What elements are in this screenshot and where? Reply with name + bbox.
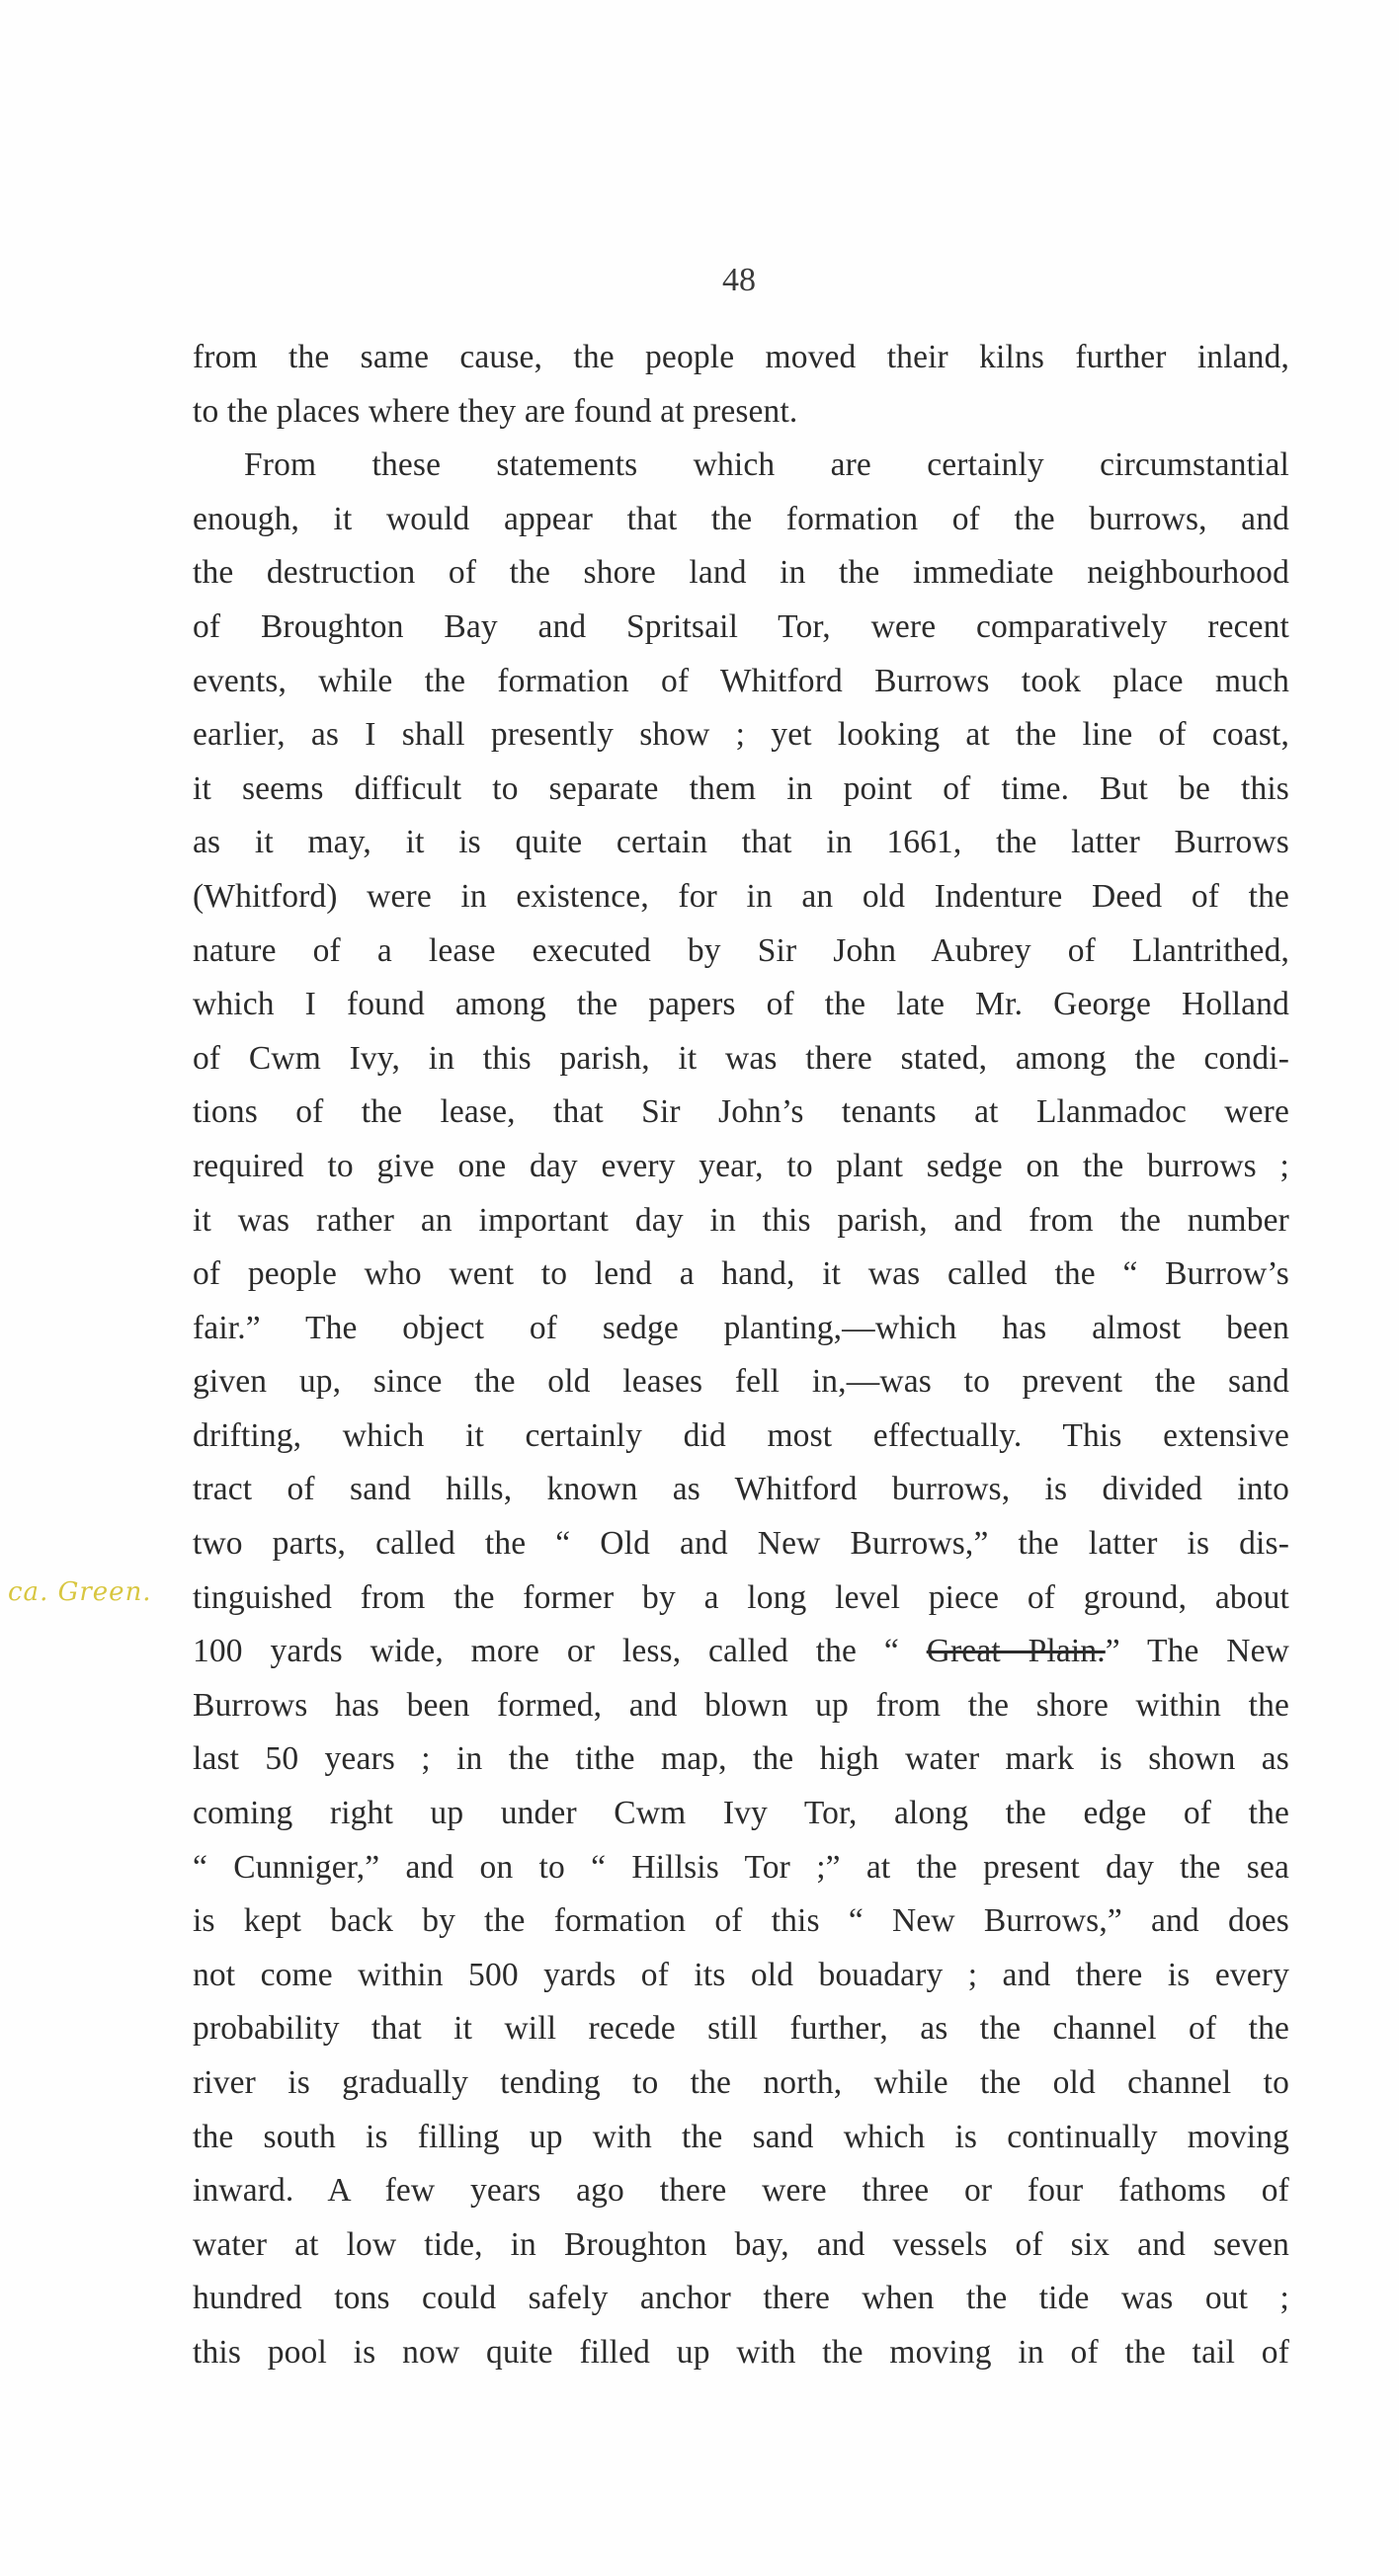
text-line — [193, 1571, 1289, 1626]
text-line-content: river is gradually tending to the north, while the old channel to — [193, 2064, 1289, 2101]
text-line — [193, 1248, 1289, 1302]
text-line — [193, 1679, 1289, 1733]
handwritten-margin-note: ca. Green. — [8, 1577, 152, 1607]
text-line-content: drifting, which it certainly did most effectually. This extensive — [193, 1416, 1289, 1454]
text-line-content: events, while the formation of Whitford Burrows took place much — [193, 662, 1289, 699]
text-line — [193, 493, 1289, 547]
text-line-content: earlier, as I shall presently show ; yet looking at the line of coast, — [193, 716, 1289, 754]
text-line — [193, 1625, 1289, 1679]
text-line-content: from the same cause, the people moved their kilns further inland, — [193, 339, 1289, 375]
text-line — [193, 1302, 1289, 1356]
text-line-content: not come within 500 yards of its old bouadary ; and there is every — [193, 1956, 1289, 1993]
text-line-tail: ” The New — [1105, 1633, 1290, 1670]
text-line-content: tract of sand hills, known as Whitford burrows, is divided into — [193, 1471, 1289, 1508]
text-line — [193, 1409, 1289, 1464]
text-line-content: is kept back by the formation of this “ New Burrows,” and does — [193, 1902, 1289, 1940]
struck-text: Great Plain. — [926, 1633, 1106, 1670]
text-line-content: this pool is now quite filled up with the moving in of the tail of — [193, 2333, 1289, 2371]
text-line — [193, 1463, 1289, 1517]
text-line — [193, 708, 1289, 763]
text-line-content: as it may, it is quite certain that in 1661, the latter Burrows — [193, 824, 1289, 861]
text-line-content: the south is filling up with the sand which is continually moving — [193, 2118, 1289, 2155]
text-line-content: coming right up under Cwm Ivy Tor, along the edge of the — [193, 1795, 1289, 1832]
text-line — [193, 2326, 1289, 2380]
text-line — [193, 1355, 1289, 1409]
text-line — [193, 655, 1289, 709]
text-line-content: fair.” The object of sedge planting,—which has almost been — [193, 1309, 1289, 1346]
text-line — [193, 2111, 1289, 2165]
text-line-content: Burrows has been formed, and blown up from the shore within the — [193, 1686, 1289, 1724]
text-line — [193, 331, 1289, 385]
text-line — [193, 870, 1289, 925]
text-line-content: to the places where they are found at present. — [193, 392, 798, 430]
text-line-content: inward. A few years ago there were three or four fathoms of — [193, 2172, 1289, 2210]
text-line-content: of people who went to lend a hand, it was called the “ Burrow’s — [193, 1255, 1289, 1293]
text-line — [193, 1032, 1289, 1087]
text-line — [193, 1194, 1289, 1248]
text-line-content: last 50 years ; in the tithe map, the high water mark is shown as — [193, 1740, 1289, 1778]
text-line-content: “ Cunniger,” and on to “ Hillsis Tor ;” at the present day the sea — [193, 1848, 1289, 1886]
text-line — [193, 1086, 1289, 1140]
text-line-content: the destruction of the shore land in the immediate neighbourhood — [193, 554, 1289, 592]
body-text — [193, 331, 1289, 2380]
text-line — [193, 1517, 1289, 1571]
text-line-content: it was rather an important day in this parish, and from the number — [193, 1201, 1289, 1239]
text-line-content: (Whitford) were in existence, for in an old Indenture Deed of the — [193, 877, 1289, 915]
text-line-content: hundred tons could safely anchor there when the tide was out ; — [193, 2280, 1289, 2317]
text-line — [193, 978, 1289, 1032]
text-line — [193, 2272, 1289, 2326]
text-line-content: enough, it would appear that the formation of the burrows, and — [193, 500, 1289, 537]
text-line — [193, 2056, 1289, 2111]
text-line — [193, 1732, 1289, 1787]
text-line-content: probability that it will recede still further, as the channel of the — [193, 2010, 1289, 2048]
text-line — [193, 546, 1289, 601]
text-line — [193, 1140, 1289, 1194]
text-line-content: tinguished from the former by a long level piece of ground, about — [193, 1578, 1289, 1616]
text-line — [193, 2218, 1289, 2273]
text-line-content: of Cwm Ivy, in this parish, it was there stated, among the condi- — [193, 1039, 1289, 1077]
text-line-content: required to give one day every year, to plant sedge on the burrows ; — [193, 1147, 1289, 1184]
text-line-content: 100 yards wide, more or less, called the “ — [193, 1633, 927, 1670]
text-line — [193, 1841, 1289, 1895]
text-line — [193, 439, 1289, 493]
text-line — [193, 385, 1289, 440]
text-line-content: water at low tide, in Broughton bay, and vessels of six and seven — [193, 2225, 1289, 2263]
text-line-content: two parts, called the “ Old and New Burrows,” the latter is dis- — [193, 1525, 1289, 1563]
text-line — [193, 816, 1289, 870]
page-number: 48 — [722, 262, 756, 298]
text-line-content: nature of a lease executed by Sir John Aubrey of Llantrithed, — [193, 931, 1289, 969]
text-line — [193, 1949, 1289, 2003]
text-line-content: given up, since the old leases fell in,—was to prevent the sand — [193, 1363, 1289, 1401]
text-line — [193, 2002, 1289, 2056]
text-line — [193, 763, 1289, 817]
text-line-content: From these statements which are certainly circumstantial — [244, 446, 1289, 484]
text-line-content: of Broughton Bay and Spritsail Tor, were comparatively recent — [193, 607, 1289, 645]
text-line — [193, 1787, 1289, 1841]
text-line — [193, 925, 1289, 979]
text-line — [193, 601, 1289, 655]
text-line-content: it seems difficult to separate them in point of time. But be this — [193, 769, 1289, 807]
text-line-content: tions of the lease, that Sir John’s tenants at Llanmadoc were — [193, 1093, 1289, 1131]
text-line-content: which I found among the papers of the late Mr. George Holland — [193, 986, 1289, 1023]
text-line — [193, 2164, 1289, 2218]
text-line — [193, 1894, 1289, 1949]
